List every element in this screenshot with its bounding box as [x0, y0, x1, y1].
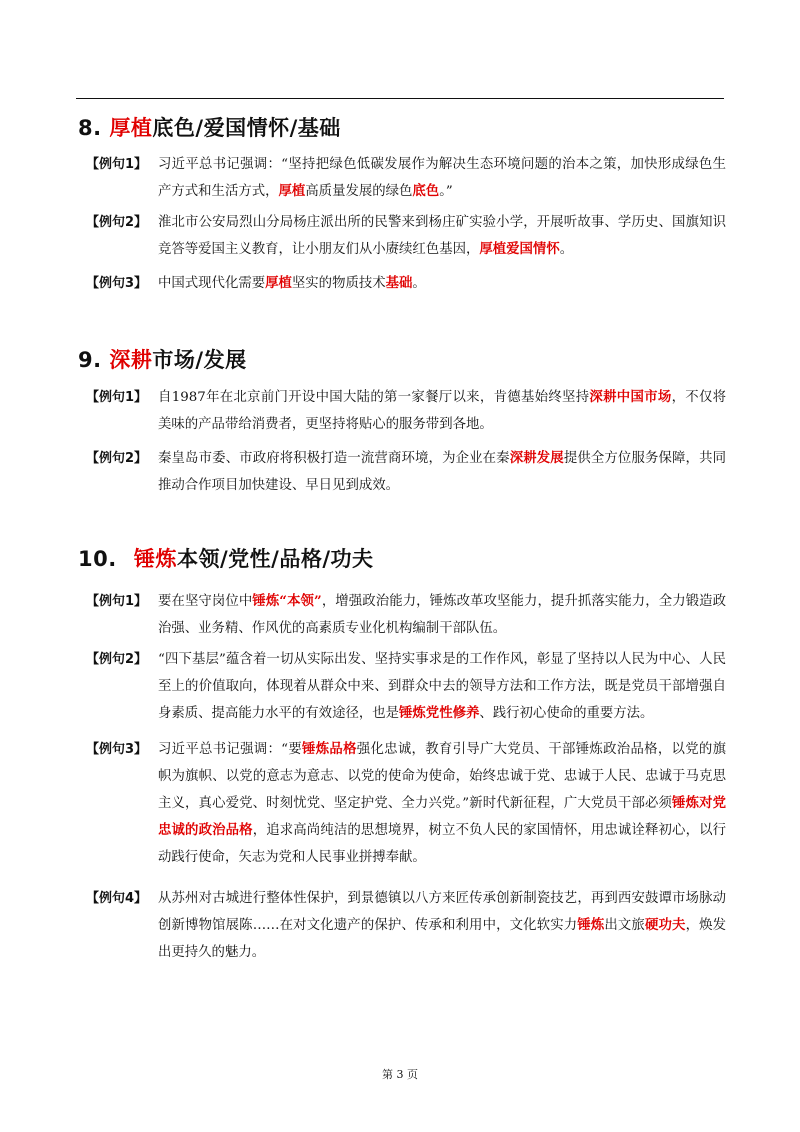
example-text [158, 646, 726, 727]
example-sentence [86, 736, 726, 871]
keyword-highlight: 深耕中国市场 [589, 389, 672, 405]
text-run: 坚实的物质技术 [291, 276, 386, 291]
keyword-highlight: 底色 [412, 183, 440, 199]
keyword-highlight: 锤炼党性修养 [399, 705, 480, 721]
example-sentence [86, 151, 726, 205]
text-run: 要在坚守岗位中 [158, 594, 253, 609]
keyword-highlight: 厚植 [265, 275, 292, 291]
keyword-highlight: 锤炼对党忠诚的政治品格 [158, 795, 726, 838]
example-sentence [86, 646, 726, 727]
text-run: 自1987年在北京前门开设中国大陆的第一家餐厅以来，肯德基始终坚持 [158, 390, 590, 405]
section-keyword: 锤炼 [134, 547, 177, 571]
keyword-highlight: 硬功夫 [644, 917, 686, 933]
text-run: 提供全方位服务保障，共同推动合作项目加快建设、早日见到成效。 [158, 451, 726, 493]
example-text [158, 885, 726, 966]
example-label: 【例句1】 [86, 594, 148, 609]
text-run: 秦皇岛市委、市政府将积极打造一流营商环境，为企业在秦 [158, 451, 510, 466]
section-heading-8 [78, 112, 341, 142]
example-label: 【例句3】 [86, 742, 148, 757]
text-run: 从苏州对古城进行整体性保护，到景德镇以八方来匠传承创新制瓷技艺，再到西安鼓谭市场脉动创新博物馆展陈……在对文化遗产的保护、传承和利用中，文化软实力 [158, 891, 726, 933]
keyword-highlight: 厚植 [278, 183, 306, 199]
section-keyword: 深耕 [109, 348, 153, 372]
section-heading-10 [78, 543, 374, 573]
section-title: 本领/党性/品格/功夫 [177, 547, 374, 571]
example-sentence [86, 588, 726, 642]
text-run: ，增强政治能力，锤炼改革攻坚能力，提升抓落实能力，全力锻造政治强、业务精、作风优的高素质专业化机构编制干部队伍。 [158, 594, 727, 636]
section-heading-9 [78, 344, 247, 374]
example-label: 【例句1】 [86, 390, 148, 405]
example-label: 【例句2】 [86, 652, 148, 667]
example-label: 【例句3】 [86, 276, 148, 291]
text-run: 高质量发展的绿色 [305, 184, 413, 199]
text-run: 中国式现代化需要 [158, 276, 266, 291]
top-rule [76, 98, 724, 99]
example-text [158, 588, 726, 642]
text-run: 习近平总书记强调：“坚持把绿色低碳发展作为解决生态环境问题的治本之策，加快形成绿色生产方式和生活方式， [158, 157, 726, 199]
section-title: 底色/爱国情怀/基础 [152, 116, 341, 140]
example-sentence [86, 209, 726, 263]
text-run: ，追求高尚纯洁的思想境界，树立不负人民的家国情怀，用忠诚诠释初心，以行动践行使命，矢志为党和人民事业拼搏奉献。 [158, 823, 727, 865]
keyword-highlight: 基础 [385, 275, 413, 291]
keyword-highlight: 锤炼“本领” [252, 593, 322, 609]
text-run: ，焕发出更持久的魅力。 [158, 918, 727, 960]
example-label: 【例句2】 [86, 451, 148, 466]
section-title: 市场/发展 [152, 348, 247, 372]
keyword-highlight: 锤炼品格 [302, 741, 357, 757]
page-number: 第 3 页 [382, 1068, 418, 1081]
example-sentence [86, 384, 726, 438]
example-text [158, 384, 726, 438]
example-label: 【例句4】 [86, 891, 148, 906]
example-label: 【例句1】 [86, 157, 148, 172]
text-run: “四下基层”蕴含着一切从实际出发、坚持实事求是的工作作风，彰显了坚持以人民为中心、人民至上的价值取向，体现着从群众中来、到群众中去的领导方法和工作方法，既是党员干部增强自身素质、提高能力水平的有效途径，也是 [158, 652, 726, 721]
section-number: 9. [78, 348, 102, 372]
example-text [158, 151, 726, 205]
text-run: 淮北市公安局烈山分局杨庄派出所的民警来到杨庄矿实验小学，开展听故事、学历史、国旗知识竞答等爱国主义教育，让小朋友们从小赓续红色基因， [158, 215, 726, 257]
example-sentence [86, 885, 726, 966]
text-run: 习近平总书记强调：“要 [158, 742, 303, 757]
section-number: 10. [78, 547, 117, 571]
text-run: 出文旅 [604, 918, 645, 933]
text-run: 强化忠诚，教育引导广大党员、干部锤炼政治品格，以党的旗帜为旗帜、以党的意志为意志、以党的使命为使命，始终忠诚于党、忠诚于人民、忠诚于马克思主义，真心爱党、时刻忧党、坚定护党、全力兴党。”新时代新征程，广大党员干部必须 [158, 742, 726, 811]
example-label: 【例句2】 [86, 215, 148, 230]
example-sentence [86, 270, 726, 297]
example-text [158, 736, 726, 871]
example-text [158, 445, 726, 499]
section-number: 8. [78, 116, 102, 140]
text-run: 。 [412, 276, 426, 291]
text-run: ，不仅将美味的产品带给消费者，更坚持将贴心的服务带到各地。 [158, 390, 727, 432]
example-text [158, 270, 726, 297]
text-run: 。” [439, 184, 453, 199]
text-run: 。 [559, 242, 574, 257]
text-run: 、践行初心使命的重要方法。 [479, 706, 654, 721]
keyword-highlight: 锤炼 [577, 917, 605, 933]
keyword-highlight: 厚植爱国情怀 [479, 241, 560, 257]
keyword-highlight: 深耕发展 [509, 450, 564, 466]
example-sentence [86, 445, 726, 499]
section-keyword: 厚植 [109, 116, 153, 140]
example-text [158, 209, 726, 263]
